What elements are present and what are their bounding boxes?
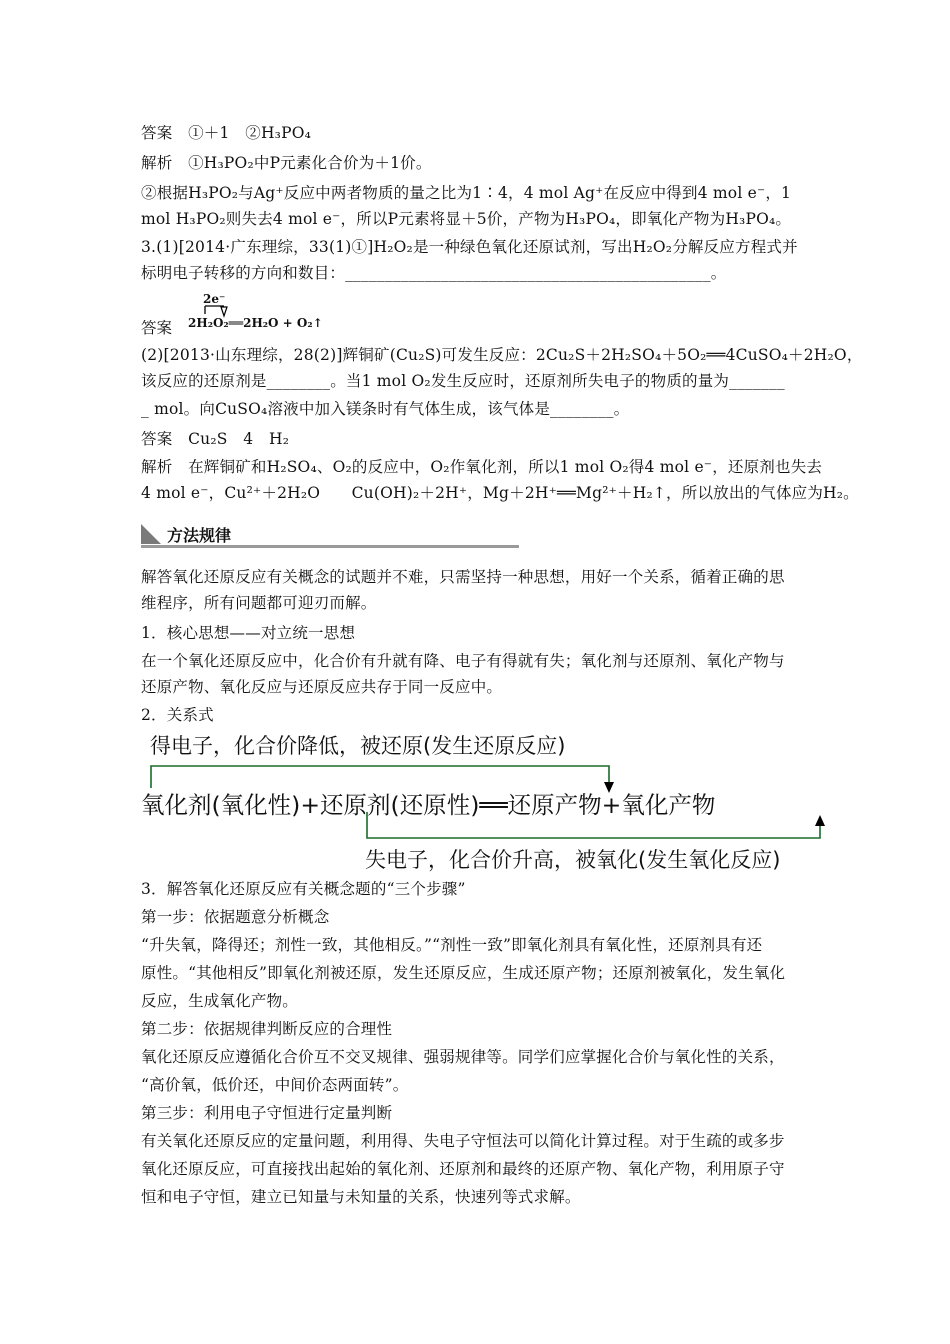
text-line: 维程序，所有问题都可迎刃而解。	[141, 594, 377, 612]
answer-label-3-1: 答案	[141, 319, 173, 337]
equation-electron-transfer	[186, 290, 326, 330]
text-line: (2)[2013·山东理综，28(2)]辉铜矿(Cu₂S)可发生反应：2Cu₂S＋2H₂SO₄＋5O₂══4CuSO₄＋2H₂O，	[141, 346, 863, 364]
diagram-top-label: 得电子，化合价降低，被还原(发生还原反应)	[150, 734, 566, 758]
text-line: 解析 在辉铜矿和H₂SO₄、O₂的反应中，O₂作氧化剂，所以1 mol O₂得4 mol e⁻，还原剂也失去	[141, 458, 823, 476]
text-line: 3．解答氧化还原反应有关概念题的“三个步骤”	[141, 880, 466, 898]
diagram-bottom-label: 失电子，化合价升高，被氧化(发生氧化反应)	[365, 848, 781, 872]
text-line: 氧化还原反应，可直接找出起始的氧化剂、还原剂和最终的还原产物、氧化产物，利用原子守	[141, 1160, 785, 1178]
text-line: 氧化还原反应遵循化合价互不交叉规律、强弱规律等。同学们应掌握化合价与氧化性的关系，	[141, 1048, 785, 1066]
text-line: 1．核心思想——对立统一思想	[141, 624, 356, 642]
text-line: 答案 ①＋1 ②H₃PO₄	[141, 124, 312, 142]
text-line: “升失氧，降得还；剂性一致，其他相反。”“剂性一致”即氧化剂具有氧化性，还原剂具有还	[141, 936, 763, 954]
text-line: 有关氧化还原反应的定量问题，利用得、失电子守恒法可以简化计算过程。对于生疏的或多步	[141, 1132, 785, 1150]
text-line: 恒和电子守恒，建立已知量与未知量的关系，快速列等式求解。	[141, 1188, 581, 1206]
text-line: 原性。“其他相反”即氧化剂被还原，发生还原反应，生成还原产物；还原剂被氧化，发生氧化	[141, 964, 786, 982]
text-line: 该反应的还原剂是________。当1 mol O₂发生反应时，还原剂所失电子的物质的量为_______	[141, 372, 785, 390]
diagram-main-equation: 氧化剂(氧化性)+还原剂(还原性)══还原产物+氧化产物	[141, 791, 716, 819]
section-triangle-icon	[141, 524, 161, 544]
electron-count-label: 2e⁻	[203, 292, 226, 306]
text-line: mol H₃PO₂则失去4 mol e⁻，所以P元素将显＋5价，产物为H₃PO₄，即氧化产物为H₃PO₄。	[141, 210, 792, 228]
text-line: 2．关系式	[141, 706, 214, 724]
text-line: 反应，生成氧化产物。	[141, 992, 299, 1010]
section-title: 方法规律	[167, 526, 232, 545]
text-line: 4 mol e⁻，Cu²⁺＋2H₂O Cu(OH)₂＋2H⁺，Mg＋2H⁺══Mg²⁺＋H₂↑，所以放出的气体应为H₂。	[141, 484, 859, 502]
text-line: 在一个氧化还原反应中，化合价有升就有降、电子有得就有失；氧化剂与还原剂、氧化产物与	[141, 652, 785, 670]
text-line: 答案 Cu₂S 4 H₂	[141, 430, 290, 448]
section-header-method	[141, 524, 519, 548]
text-line: 还原产物、氧化反应与还原反应共存于同一反应中。	[141, 678, 503, 696]
text-line: 解析 ①H₃PO₂中P元素化合价为＋1价。	[141, 154, 432, 172]
section-underline	[141, 545, 519, 548]
text-line: 第二步：依据规律判断反应的合理性	[141, 1020, 393, 1038]
text-line: 3.(1)[2014·广东理综，33(1)①]H₂O₂是一种绿色氧化还原试剂，写出H₂O₂分解反应方程式并	[141, 238, 798, 256]
equation-text: 2H₂O₂══2H₂O + O₂↑	[188, 316, 323, 330]
text-line: ②根据H₃PO₂与Ag⁺反应中两者物质的量之比为1∶4，4 mol Ag⁺在反应中得到4 mol e⁻，1	[141, 184, 792, 202]
text-line: 第一步：依据题意分析概念	[141, 908, 330, 926]
text-line: “高价氧，低价还，中间价态两面转”。	[141, 1076, 409, 1094]
text-line: 解答氧化还原反应有关概念的试题并不难，只需坚持一种思想，用好一个关系，循着正确的思	[141, 568, 785, 586]
text-line: 第三步：利用电子守恒进行定量判断	[141, 1104, 393, 1122]
text-line: _ mol。向CuSO₄溶液中加入镁条时有气体生成，该气体是________。	[141, 400, 630, 418]
text-line: 标明电子转移的方向和数目：______________________________________________。	[141, 264, 727, 282]
